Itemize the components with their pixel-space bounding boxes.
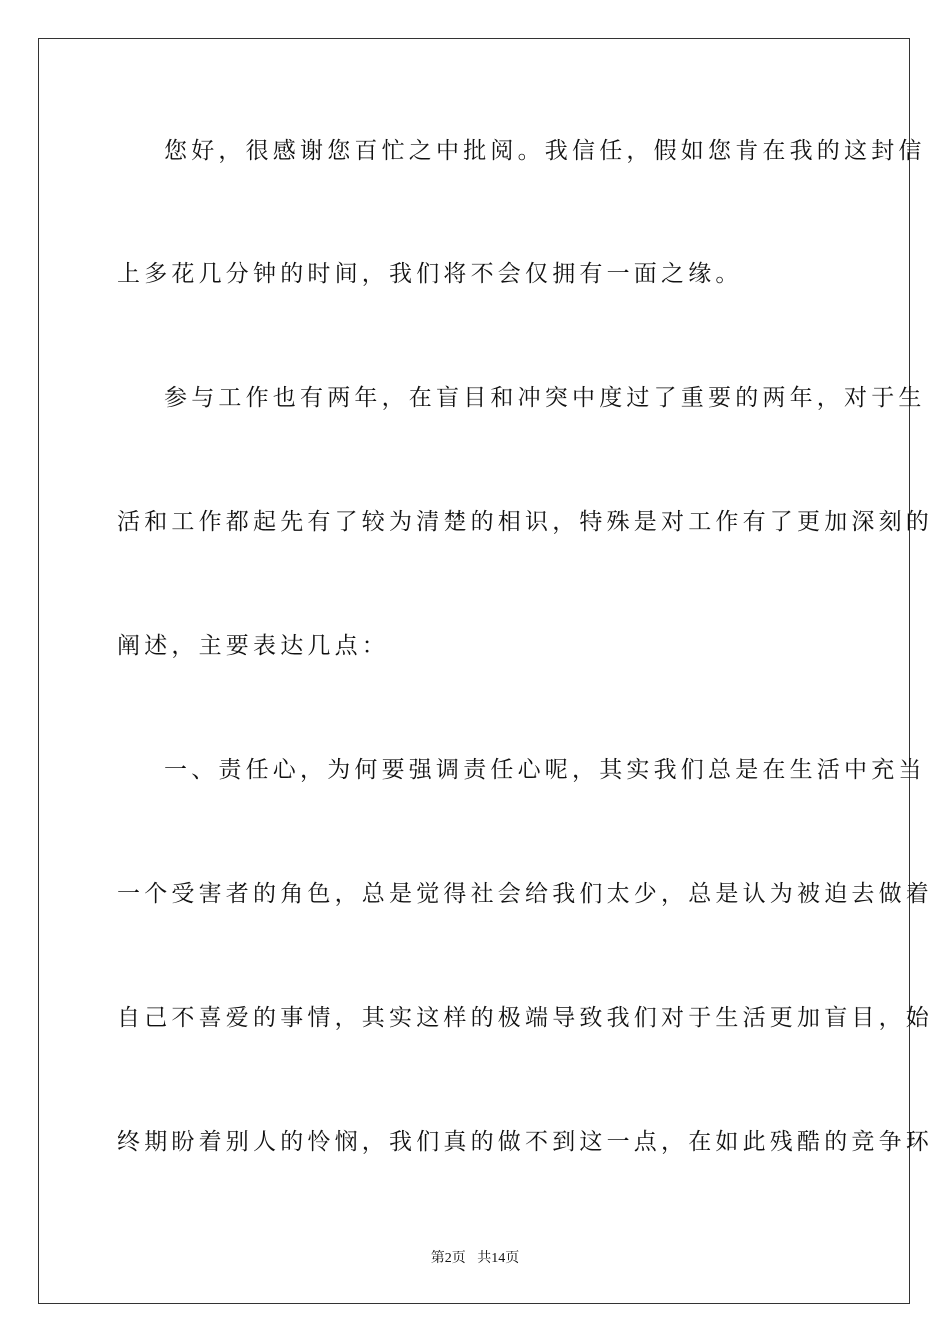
paragraph-line: 一、责任心，为何要强调责任心呢，其实我们总是在生活中充当	[164, 757, 926, 783]
paragraph-line: 终期盼着别人的怜悯，我们真的做不到这一点，在如此残酷的竞争环	[117, 1129, 933, 1155]
page-footer	[0, 1247, 950, 1267]
paragraph-line: 参与工作也有两年，在盲目和冲突中度过了重要的两年，对于生	[164, 385, 926, 411]
paragraph-line: 您好，很感谢您百忙之中批阅。我信任，假如您肯在我的这封信	[164, 138, 926, 164]
total-pages: 共14页	[477, 1251, 520, 1266]
page-number: 第2页	[430, 1251, 466, 1266]
page-border	[38, 38, 933, 1304]
paragraph-line: 活和工作都起先有了较为清楚的相识，特殊是对工作有了更加深刻的	[117, 509, 933, 535]
paragraph-line: 阐述，主要表达几点：	[117, 633, 389, 659]
paragraph-line: 自己不喜爱的事情，其实这样的极端导致我们对于生活更加盲目，始	[117, 1005, 933, 1031]
paragraph-line: 一个受害者的角色，总是觉得社会给我们太少，总是认为被迫去做着	[117, 881, 933, 907]
paragraph-line: 上多花几分钟的时间，我们将不会仅拥有一面之缘。	[117, 261, 743, 287]
